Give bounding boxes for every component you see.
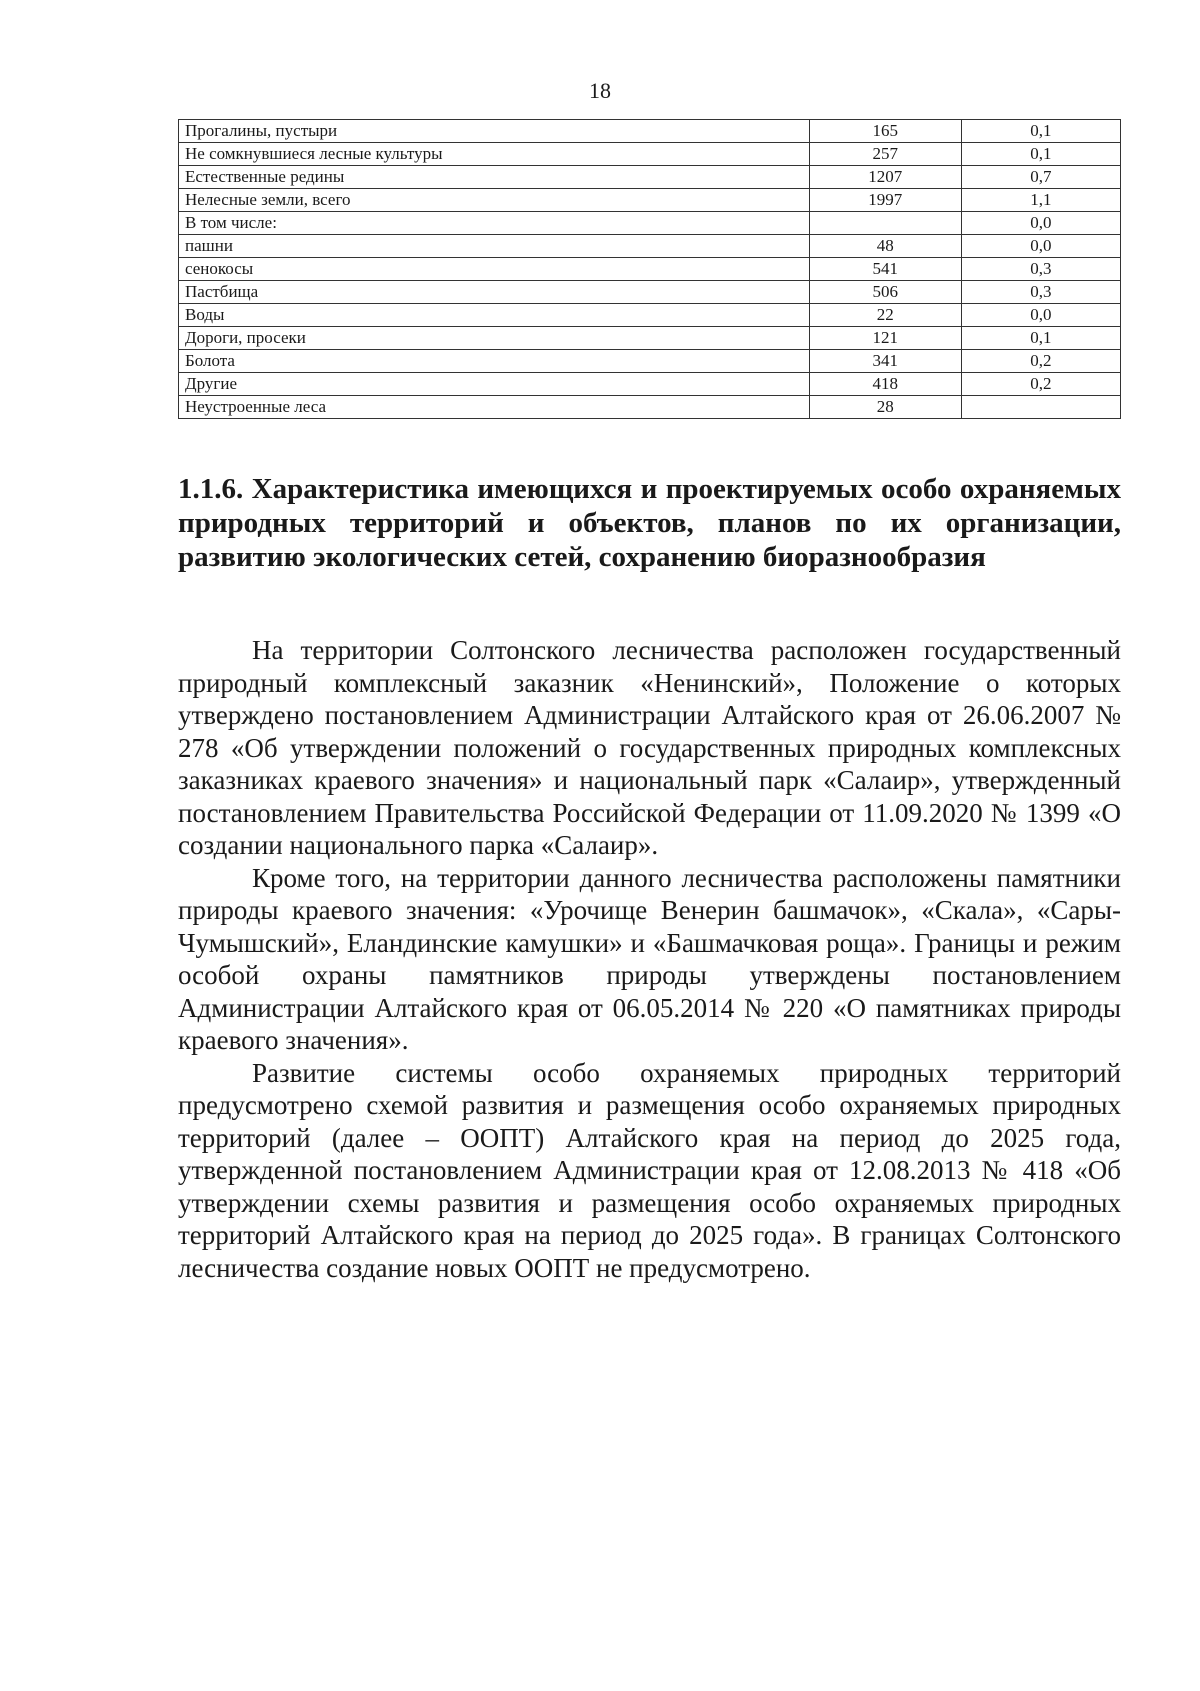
cell-area: 165: [809, 120, 961, 143]
cell-area: 28: [809, 396, 961, 419]
cell-name: В том числе:: [179, 212, 810, 235]
cell-percent: 0,0: [961, 212, 1120, 235]
table-row: [179, 189, 1121, 212]
cell-name: Неустроенные леса: [179, 396, 810, 419]
cell-name: Воды: [179, 304, 810, 327]
cell-name: Дороги, просеки: [179, 327, 810, 350]
table-row: [179, 350, 1121, 373]
cell-area: [809, 212, 961, 235]
cell-area: 22: [809, 304, 961, 327]
section-heading: 1.1.6. Характеристика имеющихся и проектируемых особо охраняемых природных территорий и объектов, планов по их организации, развитию экологических сетей, сохранению биоразнообразия: [178, 473, 1121, 573]
table-row: [179, 373, 1121, 396]
cell-name: сенокосы: [179, 258, 810, 281]
cell-percent: 0,3: [961, 258, 1120, 281]
cell-percent: 0,1: [961, 120, 1120, 143]
cell-area: 121: [809, 327, 961, 350]
cell-area: 1997: [809, 189, 961, 212]
paragraph: Кроме того, на территории данного лесничества расположены памятники природы краевого значения: «Урочище Венерин башмачок», «Скала», «Сары-Чумышский», Еландинские камушки» и «Башмачковая роща». Границы и режим особой охраны памятников природы утверждены постановлением Администрации Алтайского края от 06.05.2014 № 220 «О памятниках природы краевого значения».: [178, 862, 1121, 1055]
table-row: [179, 235, 1121, 258]
section-body: [178, 634, 1121, 1284]
table-row: [179, 143, 1121, 166]
cell-percent: 0,1: [961, 327, 1120, 350]
table-row: [179, 304, 1121, 327]
cell-name: Не сомкнувшиеся лесные культуры: [179, 143, 810, 166]
cell-area: 48: [809, 235, 961, 258]
cell-area: 1207: [809, 166, 961, 189]
cell-percent: 0,1: [961, 143, 1120, 166]
page-number: 18: [589, 78, 611, 103]
cell-percent: 0,2: [961, 350, 1120, 373]
table-row: [179, 396, 1121, 419]
cell-area: 541: [809, 258, 961, 281]
table-body: [179, 120, 1121, 419]
cell-percent: 1,1: [961, 189, 1120, 212]
paragraph: Развитие системы особо охраняемых природных территорий предусмотрено схемой развития и размещения особо охраняемых природных территорий (далее – ООПТ) Алтайского края на период до 2025 года, утвержденной постановлением Администрации края от 12.08.2013 № 418 «Об утверждении схемы развития и размещения особо охраняемых природных территорий Алтайского края на период до 2025 года». В границах Солтонского лесничества создание новых ООПТ не предусмотрено.: [178, 1057, 1121, 1283]
cell-name: Пастбища: [179, 281, 810, 304]
cell-name: Прогалины, пустыри: [179, 120, 810, 143]
cell-name: Болота: [179, 350, 810, 373]
cell-percent: 0,0: [961, 235, 1120, 258]
table-row: [179, 120, 1121, 143]
paragraph: На территории Солтонского лесничества расположен государственный природный комплексный заказник «Ненинский», Положение о которых утверждено постановлением Администрации Алтайского края от 26.06.2007 № 278 «Об утверждении положений о государственных природных комплексных заказниках краевого значения» и национальный парк «Салаир», утвержденный постановлением Правительства Российской Федерации от 11.09.2020 № 1399 «О создании национального парка «Салаир».: [178, 635, 1121, 860]
cell-name: Естественные редины: [179, 166, 810, 189]
cell-percent: [961, 396, 1120, 419]
cell-name: пашни: [179, 235, 810, 258]
cell-percent: 0,7: [961, 166, 1120, 189]
cell-name: Другие: [179, 373, 810, 396]
table-row: [179, 327, 1121, 350]
cell-area: 506: [809, 281, 961, 304]
cell-name: Нелесные земли, всего: [179, 189, 810, 212]
cell-area: 257: [809, 143, 961, 166]
land-category-table: [178, 119, 1121, 419]
table-row: [179, 258, 1121, 281]
cell-percent: 0,3: [961, 281, 1120, 304]
table-row: [179, 281, 1121, 304]
table-row: [179, 166, 1121, 189]
table-row: [179, 212, 1121, 235]
cell-percent: 0,0: [961, 304, 1120, 327]
cell-percent: 0,2: [961, 373, 1120, 396]
cell-area: 418: [809, 373, 961, 396]
cell-area: 341: [809, 350, 961, 373]
